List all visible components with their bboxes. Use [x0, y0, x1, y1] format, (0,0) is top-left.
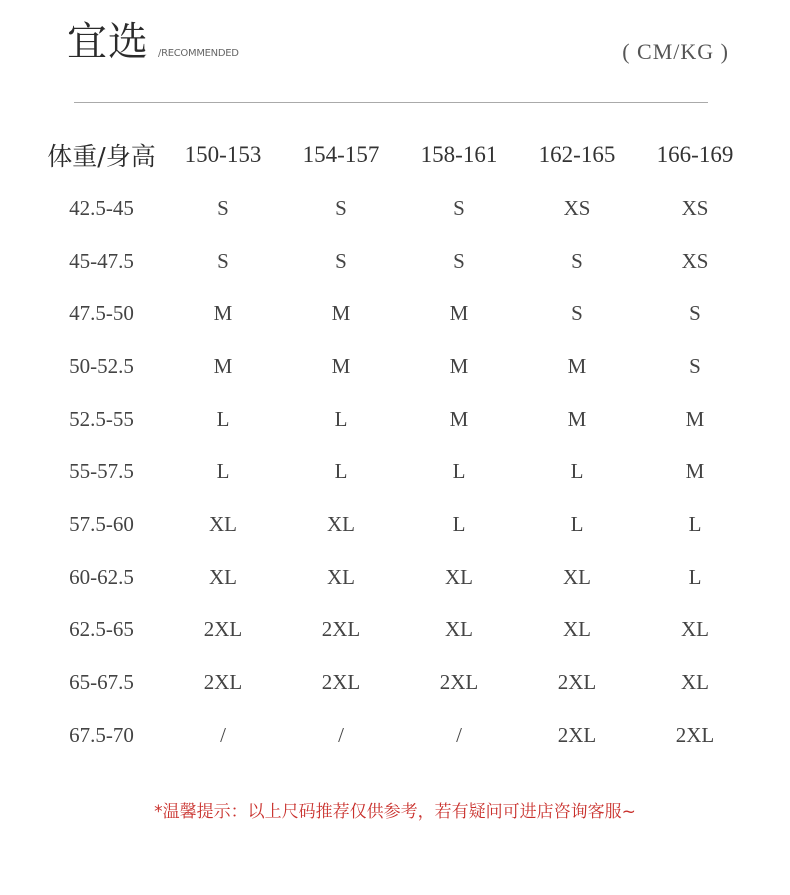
size-cell: XS — [681, 248, 709, 273]
size-cell: L — [570, 511, 584, 536]
size-cell: 2XL — [321, 670, 361, 695]
header-divider — [74, 102, 708, 103]
footnote: *温馨提示：以上尺码推荐仅供参考，若有疑问可进店咨询客服~ — [154, 802, 636, 822]
unit-label: ( CM/KG ) — [622, 39, 729, 64]
table-row — [39, 235, 754, 288]
size-cell: L — [688, 564, 702, 589]
size-cell: M — [213, 301, 233, 326]
size-cell: M — [331, 301, 351, 326]
size-cell: M — [685, 459, 705, 484]
weight-range-cell: 60-62.5 — [69, 564, 134, 589]
size-cell: L — [216, 459, 230, 484]
weight-range-cell: 45-47.5 — [69, 248, 134, 273]
height-column-header: 154-157 — [302, 142, 380, 167]
table-row — [39, 551, 754, 604]
size-cell: M — [567, 406, 587, 431]
size-cell: L — [688, 511, 702, 536]
size-cell: S — [335, 195, 347, 220]
size-cell: XL — [681, 670, 709, 695]
size-cell: S — [689, 353, 701, 378]
table-header-row — [39, 128, 754, 182]
table-row — [39, 709, 754, 762]
size-cell: M — [449, 406, 469, 431]
size-cell: XL — [445, 617, 473, 642]
size-cell: M — [449, 353, 469, 378]
table-row — [39, 656, 754, 709]
table-row — [39, 393, 754, 446]
size-cell: 2XL — [203, 617, 243, 642]
size-cell: M — [685, 406, 705, 431]
table-body — [39, 182, 754, 762]
height-column-header: 158-161 — [420, 142, 498, 167]
weight-range-cell: 62.5-65 — [69, 617, 134, 642]
table-row — [39, 498, 754, 551]
weight-range-cell: 42.5-45 — [69, 195, 134, 220]
size-cell: 2XL — [321, 617, 361, 642]
size-cell: XL — [209, 564, 237, 589]
table-row — [39, 182, 754, 235]
weight-range-cell: 52.5-55 — [69, 406, 134, 431]
size-cell: S — [571, 248, 583, 273]
size-cell: XL — [445, 564, 473, 589]
size-cell: 2XL — [675, 722, 715, 747]
size-cell: M — [449, 301, 469, 326]
size-cell: S — [453, 195, 465, 220]
corner-label: 体重/身高 — [47, 142, 156, 171]
size-cell: L — [570, 459, 584, 484]
size-cell: S — [217, 195, 229, 220]
weight-range-cell: 65-67.5 — [69, 670, 134, 695]
height-column-header: 150-153 — [184, 142, 262, 167]
size-cell: XL — [681, 617, 709, 642]
weight-range-cell: 57.5-60 — [69, 511, 134, 536]
size-cell: L — [216, 406, 230, 431]
table-row — [39, 604, 754, 657]
size-cell: XL — [327, 564, 355, 589]
size-cell: L — [452, 511, 466, 536]
weight-range-cell: 47.5-50 — [69, 301, 134, 326]
size-cell: XL — [563, 617, 591, 642]
size-cell: M — [331, 353, 351, 378]
size-cell: S — [217, 248, 229, 273]
size-cell: XL — [209, 511, 237, 536]
size-cell: S — [571, 301, 583, 326]
size-cell: 2XL — [203, 670, 243, 695]
size-cell: S — [689, 301, 701, 326]
size-cell: XS — [681, 195, 709, 220]
size-cell: M — [567, 353, 587, 378]
size-cell: 2XL — [557, 670, 597, 695]
size-cell: L — [334, 406, 348, 431]
weight-range-cell: 50-52.5 — [69, 353, 134, 378]
size-cell: S — [453, 248, 465, 273]
size-cell: XL — [327, 511, 355, 536]
weight-range-cell: 67.5-70 — [69, 722, 134, 747]
page-subtitle: /RECOMMENDED — [158, 48, 239, 59]
size-cell: L — [452, 459, 466, 484]
size-cell: / — [220, 722, 226, 747]
size-cell: 2XL — [557, 722, 597, 747]
size-cell: XS — [563, 195, 591, 220]
height-column-header: 166-169 — [656, 142, 734, 167]
page-title: 宜选 — [67, 19, 149, 65]
size-cell: / — [338, 722, 344, 747]
weight-range-cell: 55-57.5 — [69, 459, 134, 484]
size-cell: S — [335, 248, 347, 273]
size-chart-table — [39, 128, 754, 762]
table-row — [39, 340, 754, 393]
height-column-header: 162-165 — [538, 142, 616, 167]
table-row — [39, 287, 754, 340]
table-row — [39, 445, 754, 498]
size-cell: 2XL — [439, 670, 479, 695]
size-cell: L — [334, 459, 348, 484]
size-cell: M — [213, 353, 233, 378]
size-cell: / — [456, 722, 462, 747]
size-cell: XL — [563, 564, 591, 589]
